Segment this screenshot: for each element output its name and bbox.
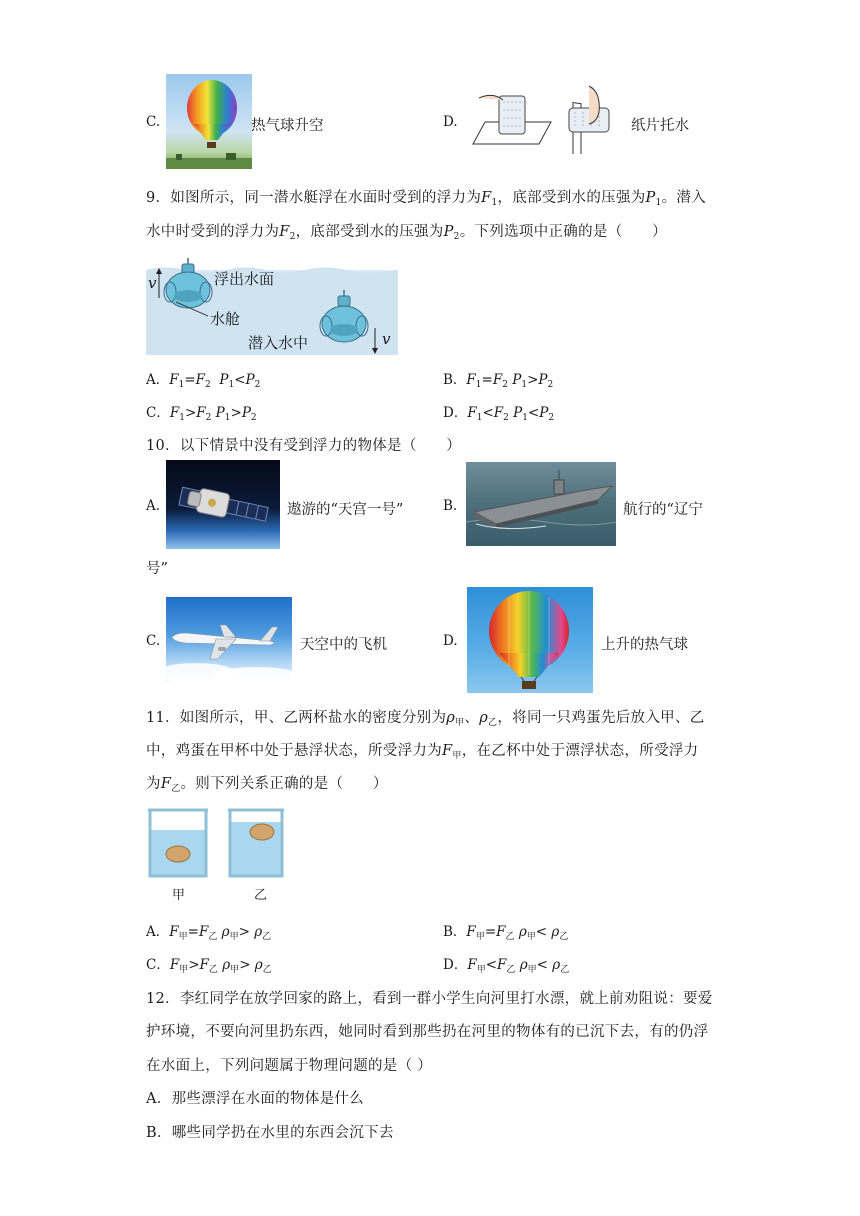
- option-caption: 上升的热气球: [601, 637, 688, 653]
- cup-label-yi: 乙: [254, 888, 268, 903]
- q11-option-a[interactable]: A．$F_甲=F_乙$ $\rho_甲> \rho_乙$: [146, 924, 272, 942]
- option-letter: B.: [443, 498, 458, 514]
- q11-text-6: 。则下列关系正确的是（ ）: [180, 776, 388, 792]
- option-letter: C．: [146, 957, 170, 973]
- q11-text-4: ，在乙杯中处于漂浮状态，所受浮力: [461, 743, 699, 759]
- option-letter: D．: [443, 957, 468, 973]
- option-caption: 纸片托水: [631, 118, 689, 134]
- q9-option-d[interactable]: D．$F_1<F_2$ $P_1<P_2$: [443, 405, 555, 423]
- q9-option-a[interactable]: A．$F_1=F_2$ $P_1<P_2$: [146, 372, 261, 390]
- option-caption: 遨游的“天宫一号”: [287, 502, 404, 518]
- liaoning-aircraft-carrier-photo: [466, 462, 616, 546]
- egg-cups-figure: [146, 808, 286, 906]
- q9-text-2: ，底部受到水的压强为: [497, 190, 646, 206]
- option-caption: 航行的“辽宁: [623, 502, 703, 518]
- option-letter: A．: [146, 372, 170, 388]
- q11-text-5: 为: [146, 776, 161, 792]
- paper-holds-water-diagram: [469, 82, 623, 154]
- q11-text-3: 中，鸡蛋在甲杯中处于悬浮状态，所受浮力为: [146, 743, 442, 759]
- q11-stem-line-2: 中，鸡蛋在甲杯中处于悬浮状态，所受浮力为$F_甲$，在乙杯中处于漂浮状态，所受浮力: [146, 743, 699, 761]
- q9-stem-line-1: 9．如图所示，同一潜水艇浮在水面时受到的浮力为$F_1$，底部受到水的压强为$P_1$。潜入: [146, 190, 707, 208]
- velocity-label-left: v: [148, 274, 157, 292]
- option-letter: D.: [443, 114, 458, 130]
- q9-option-b[interactable]: B．$F_1=F_2$ $P_1>P_2$: [443, 372, 554, 390]
- q12-stem-line-3: 在水面上，下列问题属于物理问题的是（ ）: [146, 1058, 433, 1074]
- cup-label-jia: 甲: [172, 888, 186, 903]
- option-letter: C.: [146, 633, 161, 649]
- q11-option-c[interactable]: C．$F_甲>F_乙$ $\rho_甲> \rho_乙$: [146, 957, 272, 975]
- q11-text-1: 11．如图所示，甲、乙两杯盐水的密度分别为: [146, 710, 447, 726]
- q11-text-2: ，将同一只鸡蛋先后放入甲、乙: [497, 710, 705, 726]
- submerged-label: 潜入水中: [248, 334, 309, 352]
- q10-stem: 10．以下情景中没有受到浮力的物体是（ ）: [146, 438, 462, 454]
- tiangong-space-station-photo: [166, 460, 280, 549]
- velocity-label-right: v: [382, 330, 391, 348]
- option-caption: 天空中的飞机: [300, 637, 387, 653]
- q11-stem-line-1: 11．如图所示，甲、乙两杯盐水的密度分别为$\rho_甲$、$\rho_乙$，将同一只鸡蛋先后放入甲、乙: [146, 710, 705, 728]
- option-letter: A．: [146, 924, 170, 940]
- q9-text-5: ，底部受到水的压强为: [295, 224, 444, 240]
- option-letter: B．: [443, 372, 467, 388]
- q12-stem-line-1: 12．李红同学在放学回家的路上，看到一群小学生向河里打水漂，就上前劝阻说：要爱: [146, 991, 713, 1007]
- q9-text-3: 。潜入: [661, 190, 707, 206]
- q9-option-c[interactable]: C．$F_1>F_2$ $P_1>P_2$: [146, 405, 257, 423]
- q11-stem-line-3: 为$F_乙$。则下列关系正确的是（ ）: [146, 776, 388, 794]
- option-caption: 热气球升空: [251, 118, 324, 134]
- option-letter: D.: [443, 633, 458, 649]
- surface-label: 浮出水面: [214, 270, 275, 288]
- cup-yi: [228, 810, 284, 876]
- option-caption-wrap: 号”: [146, 561, 168, 577]
- option-letter: C．: [146, 405, 170, 421]
- q9-text-4: 水中时受到的浮力为: [146, 224, 280, 240]
- q9-text-6: 。下列选项中正确的是（ ）: [459, 224, 667, 240]
- option-letter: C.: [146, 114, 161, 130]
- q9-stem-line-2: 水中时受到的浮力为$F_2$，底部受到水的压强为$P_2$。下列选项中正确的是（ ）: [146, 224, 667, 242]
- option-letter: A.: [146, 498, 161, 514]
- hot-air-balloon-photo: [166, 74, 252, 169]
- submarine-figure: [146, 258, 398, 355]
- q12-option-a[interactable]: A．那些漂浮在水面的物体是什么: [146, 1091, 364, 1107]
- q11-option-d[interactable]: D．$F_甲<F_乙$ $\rho_甲< \rho_乙$: [443, 957, 570, 975]
- q11-option-b[interactable]: B．$F_甲=F_乙$ $\rho_甲< \rho_乙$: [443, 924, 569, 942]
- q12-stem-line-2: 护环境，不要向河里扔东西，她同时看到那些扔在河里的物体有的已沉下去，有的仍浮: [146, 1024, 709, 1040]
- cup-jia: [148, 810, 208, 876]
- q12-option-b[interactable]: B．哪些同学扔在水里的东西会沉下去: [146, 1125, 394, 1141]
- option-letter: D．: [443, 405, 468, 421]
- airplane-in-sky-photo: [166, 597, 292, 681]
- cabin-label: 水舱: [210, 310, 241, 328]
- q9-text-1: 9．如图所示，同一潜水艇浮在水面时受到的浮力为: [146, 190, 482, 206]
- rising-hot-air-balloon-photo: [467, 587, 593, 693]
- option-letter: B．: [443, 924, 467, 940]
